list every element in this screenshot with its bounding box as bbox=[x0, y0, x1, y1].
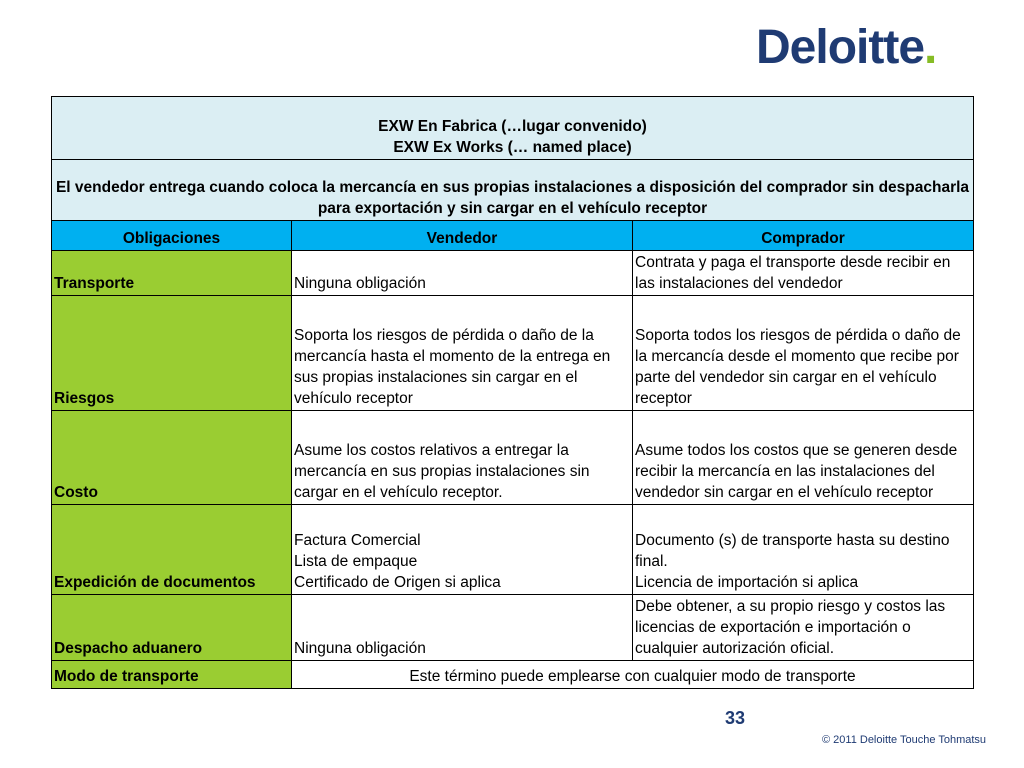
row-comprador-cell bbox=[633, 505, 974, 595]
copyright: © 2011 Deloitte Touche Tohmatsu bbox=[822, 734, 987, 746]
row-comprador-text: Licencia de importación si aplica bbox=[635, 574, 859, 591]
row-comprador-text: Contrata y paga el transporte desde recibir en las instalaciones del vendedor bbox=[635, 254, 951, 292]
col-header-obligaciones: Obligaciones bbox=[52, 221, 292, 251]
table-row bbox=[52, 411, 974, 505]
row-vendedor-text: Ninguna obligación bbox=[294, 275, 426, 292]
col-header-comprador: Comprador bbox=[633, 221, 974, 251]
row-label: Expedición de documentos bbox=[52, 505, 292, 595]
table-row bbox=[52, 251, 974, 296]
row-vendedor-text: Factura Comercial bbox=[294, 532, 421, 549]
description-row bbox=[52, 160, 974, 221]
row-label: Costo bbox=[52, 411, 292, 505]
row-comprador-cell bbox=[633, 411, 974, 505]
row-vendedor-cell bbox=[292, 411, 633, 505]
logo-dot: . bbox=[924, 21, 937, 74]
modo-transporte-row bbox=[52, 661, 974, 689]
row-comprador-cell bbox=[633, 595, 974, 661]
column-header-row bbox=[52, 221, 974, 251]
title-cell bbox=[52, 97, 974, 160]
title-line-1: EXW En Fabrica (…lugar convenido) bbox=[378, 118, 647, 135]
row-comprador-cell bbox=[633, 251, 974, 296]
row-label: Transporte bbox=[52, 251, 292, 296]
table-row bbox=[52, 505, 974, 595]
row-vendedor-text: Soporta los riesgos de pérdida o daño de la mercancía hasta el momento de la entrega en sus propias instalaciones sin cargar en el vehículo receptor bbox=[294, 327, 611, 407]
modo-label: Modo de transporte bbox=[52, 661, 292, 689]
table-row bbox=[52, 595, 974, 661]
title-row bbox=[52, 97, 974, 160]
row-vendedor-cell bbox=[292, 505, 633, 595]
row-vendedor-text: Lista de empaque bbox=[294, 553, 418, 570]
modo-text: Este término puede emplearse con cualquier modo de transporte bbox=[292, 661, 974, 689]
row-vendedor-cell bbox=[292, 251, 633, 296]
row-label: Riesgos bbox=[52, 296, 292, 411]
row-comprador-text: Debe obtener, a su propio riesgo y costos las licencias de exportación e importación o cualquier autorización oficial. bbox=[635, 598, 946, 657]
logo-text: Deloitte bbox=[756, 21, 925, 74]
row-comprador-cell bbox=[633, 296, 974, 411]
row-comprador-text: Documento (s) de transporte hasta su destino final. bbox=[635, 532, 950, 570]
description-cell: El vendedor entrega cuando coloca la mercancía en sus propias instalaciones a disposición del comprador sin despacharla para exportación y sin cargar en el vehículo receptor bbox=[52, 160, 974, 221]
row-vendedor-text: Ninguna obligación bbox=[294, 640, 426, 657]
row-vendedor-text: Certificado de Origen si aplica bbox=[294, 574, 501, 591]
row-vendedor-cell bbox=[292, 595, 633, 661]
col-header-vendedor: Vendedor bbox=[292, 221, 633, 251]
row-vendedor-cell bbox=[292, 296, 633, 411]
deloitte-logo bbox=[756, 20, 937, 74]
table-row bbox=[52, 296, 974, 411]
row-vendedor-text: Asume los costos relativos a entregar la mercancía en sus propias instalaciones sin cargar en el vehículo receptor. bbox=[294, 442, 590, 501]
row-comprador-text: Asume todos los costos que se generen desde recibir la mercancía en las instalaciones del vendedor sin cargar en el vehículo receptor bbox=[635, 442, 958, 501]
row-comprador-text: Soporta todos los riesgos de pérdida o daño de la mercancía desde el momento que recibe por parte del vendedor sin cargar en el vehículo receptor bbox=[635, 327, 961, 407]
page-number: 33 bbox=[725, 708, 746, 728]
row-label: Despacho aduanero bbox=[52, 595, 292, 661]
incoterm-table bbox=[51, 96, 974, 689]
title-line-2: EXW Ex Works (… named place) bbox=[393, 139, 632, 156]
